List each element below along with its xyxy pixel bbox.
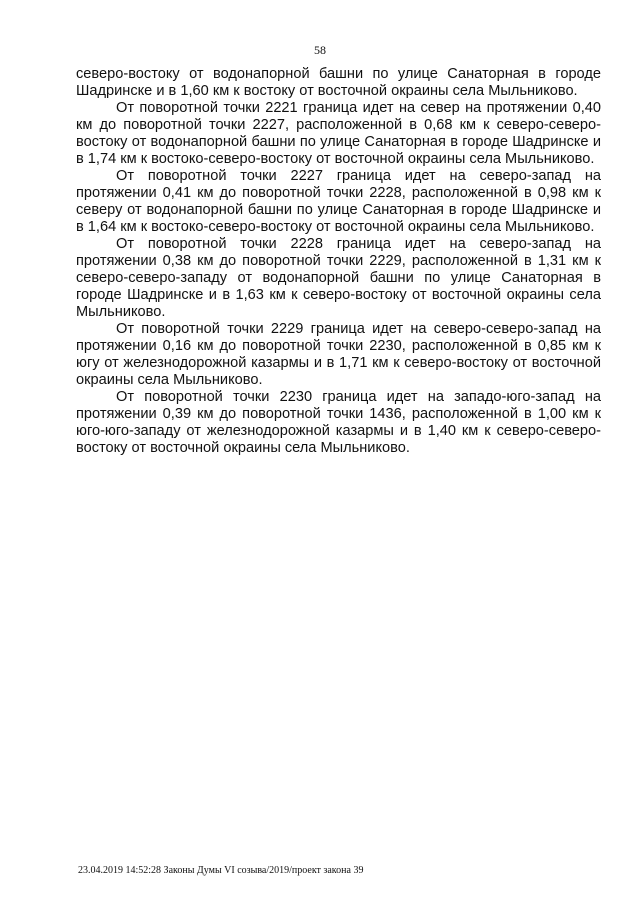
paragraph-point-2227: От поворотной точки 2221 граница идет на север на протяжении 0,40 км до поворотной точки 2227, расположенной в 0,68 км к северо-северо-востоку от водонапорной башни по улице Санаторная в городе Шадринске и в 1,74 км к востоко-северо-востоку от восточной окраины села Мыльниково.	[76, 100, 601, 167]
paragraph-point-2229: От поворотной точки 2228 граница идет на северо-запад на протяжении 0,38 км до поворотной точки 2229, расположенной в 1,31 км к северо-северо-западу от водонапорной башни по улице Санаторная в городе Шадринске и в 1,63 км к северо-востоку от восточной окраины села Мыльниково.	[76, 236, 601, 320]
paragraph-point-1436: От поворотной точки 2230 граница идет на западо-юго-запад на протяжении 0,39 км до поворотной точки 1436, расположенной в 1,00 км к юго-юго-западу от железнодорожной казармы и в 1,40 км к северо-северо-востоку от восточной окраины села Мыльниково.	[76, 389, 601, 456]
document-body	[76, 66, 601, 457]
page-number: 58	[314, 43, 326, 57]
paragraph-point-2230: От поворотной точки 2229 граница идет на северо-северо-запад на протяжении 0,16 км до поворотной точки 2230, расположенной в 0,85 км к югу от железнодорожной казармы и в 1,71 км к северо-востоку от восточной окраины села Мыльниково.	[76, 321, 601, 388]
document-footer: 23.04.2019 14:52:28 Законы Думы VI созыва/2019/проект закона 39	[78, 865, 364, 876]
paragraph-point-2228: От поворотной точки 2227 граница идет на северо-запад на протяжении 0,41 км до поворотной точки 2228, расположенной в 0,98 км к северу от водонапорной башни по улице Санаторная в городе Шадринске и в 1,64 км к востоко-северо-востоку от восточной окраины села Мыльниково.	[76, 168, 601, 235]
paragraph-continuation: северо-востоку от водонапорной башни по улице Санаторная в городе Шадринске и в 1,60 км к востоку от восточной окраины села Мыльниково.	[76, 66, 601, 99]
